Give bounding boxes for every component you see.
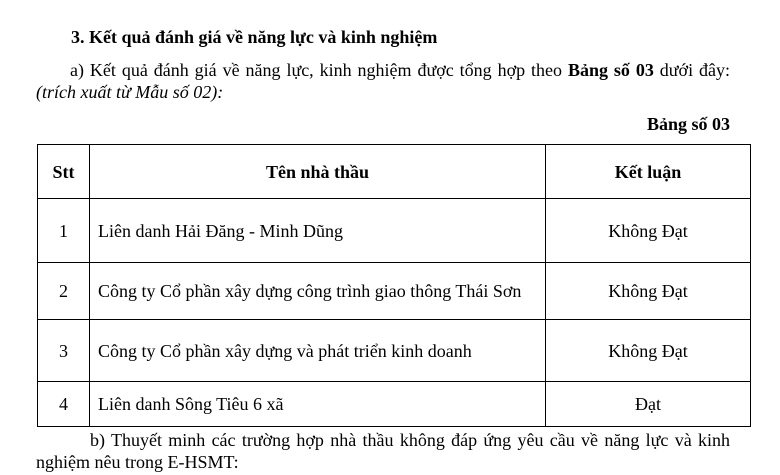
row-contractor-name: Công ty Cổ phần xây dựng và phát triển kinh doanh — [90, 320, 546, 382]
row-conclusion: Không Đạt — [546, 199, 751, 263]
row-conclusion: Không Đạt — [546, 263, 751, 320]
table-row — [38, 320, 751, 382]
row-stt: 1 — [38, 199, 90, 263]
paragraph-a-middle: dưới đây: — [653, 60, 731, 80]
table-row — [38, 263, 751, 320]
table-header-row — [38, 145, 751, 199]
section-heading: 3. Kết quả đánh giá về năng lực và kinh nghiệm — [71, 27, 438, 47]
table-reference: Bảng số 03 — [567, 60, 654, 80]
source-note: (trích xuất từ Mẫu số 02): — [36, 82, 224, 102]
paragraph-a-text: a) Kết quả đánh giá về năng lực, kinh nghiệm được tổng hợp theo — [70, 60, 568, 80]
header-stt: Stt — [38, 145, 90, 199]
table-row — [38, 382, 751, 427]
header-conclusion: Kết luận — [546, 145, 751, 199]
row-contractor-name: Liên danh Hải Đăng - Minh Dũng — [90, 199, 546, 263]
paragraph-a — [36, 59, 730, 103]
row-stt: 3 — [38, 320, 90, 382]
row-contractor-name: Liên danh Sông Tiêu 6 xã — [90, 382, 546, 427]
evaluation-results-table — [37, 144, 751, 427]
table-row — [38, 199, 751, 263]
row-stt: 4 — [38, 382, 90, 427]
header-contractor-name: Tên nhà thầu — [90, 145, 546, 199]
row-stt: 2 — [38, 263, 90, 320]
paragraph-b: b) Thuyết minh các trường hợp nhà thầu không đáp ứng yêu cầu về năng lực và kinh nghiệm nêu trong E-HSMT: — [36, 430, 730, 472]
table-caption: Bảng số 03 — [646, 114, 730, 134]
row-conclusion: Không Đạt — [546, 320, 751, 382]
row-contractor-name: Công ty Cổ phần xây dựng công trình giao thông Thái Sơn — [90, 263, 546, 320]
row-conclusion: Đạt — [546, 382, 751, 427]
